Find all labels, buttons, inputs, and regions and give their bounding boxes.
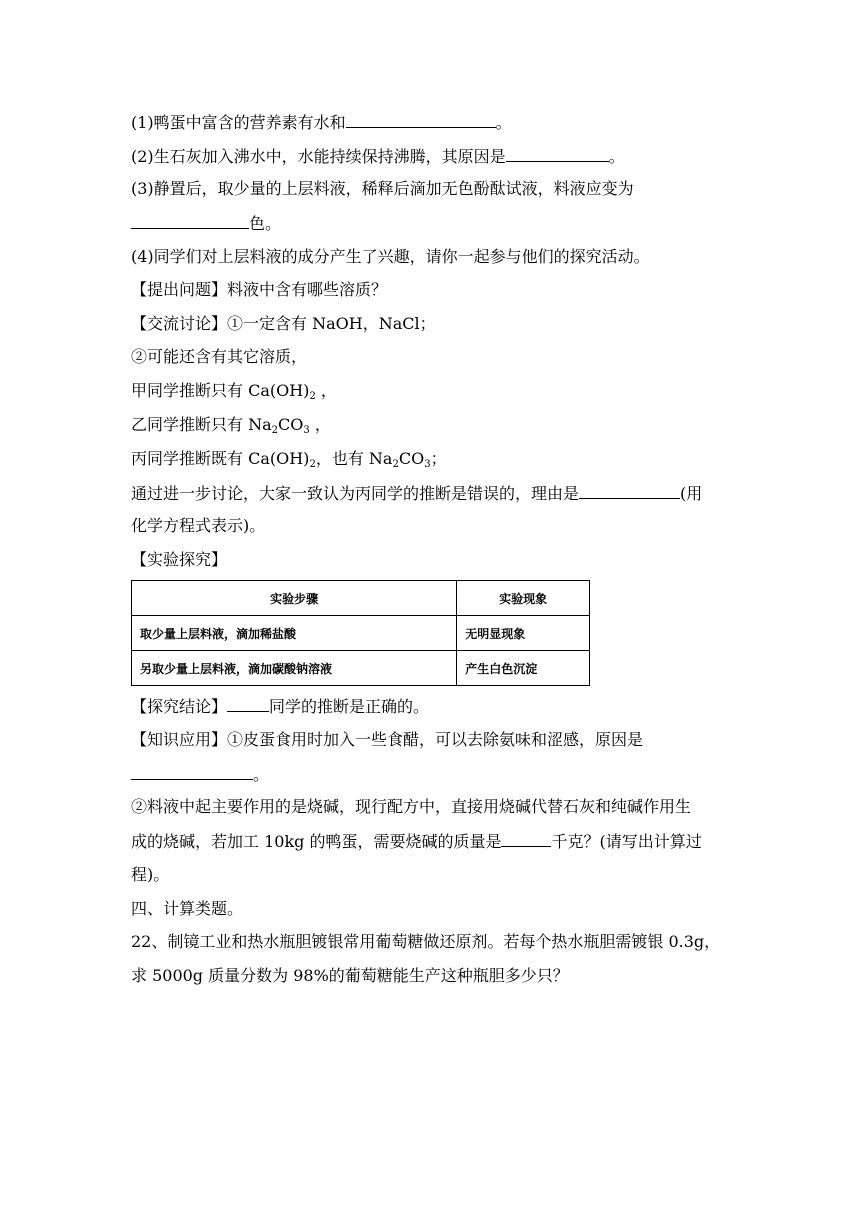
- table-header-row: [132, 581, 590, 616]
- answer-blank-1[interactable]: [346, 112, 496, 128]
- application-2-line-b: [131, 831, 702, 852]
- answer-blank-student[interactable]: [227, 696, 269, 712]
- answer-blank-vinegar[interactable]: [131, 764, 253, 780]
- answer-blank-3[interactable]: [131, 213, 249, 229]
- student-bing-claim: [131, 449, 447, 469]
- experiment-table: [131, 580, 590, 686]
- question-1-end: 。: [495, 113, 512, 132]
- application-2-text: 成的烧碱，若加工 10kg 的鸭蛋，需要烧碱的质量是: [131, 832, 502, 851]
- application-2-line-a: ②料液中起主要作用的是烧碱，现行配方中，直接用烧碱代替石灰和纯碱作用生: [131, 797, 692, 816]
- question-2-text: (2)生石灰加入沸水中，水能持续保持沸腾，其原因是: [131, 147, 506, 166]
- question-2-end: 。: [608, 147, 625, 166]
- bing-mid: ，也有 Na: [315, 449, 393, 468]
- table-row: [132, 651, 590, 686]
- table-header-observations: 实验现象: [457, 581, 590, 616]
- application-1-line-a: 【知识应用】①皮蛋食用时加入一些食醋，可以去除氨味和涩感，原因是: [131, 730, 644, 749]
- question-1: [131, 112, 512, 133]
- question-22-line-b: 求 5000g 质量分数为 98%的葡萄糖能生产这种瓶胆多少只？: [131, 966, 569, 985]
- question-4: (4)同学们对上层料液的成分产生了兴趣，请你一起参与他们的探究活动。: [131, 247, 650, 266]
- answer-blank-2[interactable]: [506, 146, 609, 162]
- table-row: [132, 616, 590, 651]
- bing-formula: CO: [398, 449, 425, 468]
- application-1-line-b: [131, 764, 269, 785]
- reason-text: 通过进一步讨论，大家一致认为丙同学的推断是错误的，理由是: [131, 484, 580, 503]
- reason-line-b: 化学方程式表示)。: [131, 516, 266, 535]
- bing-end: ；: [430, 449, 447, 468]
- yi-subscript-1: 2: [271, 425, 279, 436]
- question-3-end: 色。: [249, 214, 282, 233]
- question-3-line-b: [131, 213, 281, 234]
- question-3-line-a: (3)静置后，取少量的上层料液，稀释后滴加无色酚酞试液，料液应变为: [131, 179, 634, 198]
- table-header-steps: 实验步骤: [132, 581, 457, 616]
- table-cell-step: 另取少量上层料液，滴加碳酸钠溶液: [132, 651, 457, 686]
- discussion-2: ②可能还含有其它溶质，: [131, 347, 308, 366]
- question-22-line-a: 22、制镜工业和热水瓶胆镀银常用葡萄糖做还原剂。若每个热水瓶胆需镀银 0.3g，: [131, 932, 721, 951]
- student-yi-claim: [131, 415, 331, 435]
- answer-blank-mass[interactable]: [501, 831, 551, 847]
- bing-text: 丙同学推断既有 Ca(OH): [131, 449, 310, 468]
- application-1-end: 。: [253, 765, 270, 784]
- bing-subscript-2: 2: [392, 459, 399, 470]
- question-1-text: (1)鸭蛋中富含的营养素有水和: [131, 113, 346, 132]
- yi-formula: CO: [278, 415, 304, 434]
- bing-subscript-3: 3: [424, 459, 431, 470]
- experiment-heading: 【实验探究】: [131, 550, 228, 569]
- raise-question: 【提出问题】料液中含有哪些溶质？: [131, 280, 388, 299]
- reason-end: (用: [680, 484, 703, 503]
- jia-subscript: 2: [309, 391, 316, 402]
- yi-subscript-2: 3: [303, 425, 310, 436]
- discussion-1: 【交流讨论】①一定含有 NaOH，NaCl；: [131, 314, 436, 333]
- jia-text: 甲同学推断只有 Ca(OH): [131, 381, 310, 400]
- reason-line-a: [131, 483, 702, 504]
- jia-end: ，: [315, 381, 337, 400]
- conclusion-text: 同学的推断是正确的。: [269, 697, 430, 716]
- conclusion-label: 【探究结论】: [131, 697, 228, 716]
- yi-end: ，: [309, 415, 331, 434]
- section-4-heading: 四、计算类题。: [131, 899, 244, 918]
- table-cell-observation: 无明显现象: [457, 616, 590, 651]
- yi-text: 乙同学推断只有 Na: [131, 415, 272, 434]
- application-2-end: 千克？(请写出计算过: [551, 832, 702, 851]
- table-cell-step: 取少量上层料液，滴加稀盐酸: [132, 616, 457, 651]
- bing-subscript-1: 2: [309, 459, 316, 470]
- application-2-line-c: 程)。: [131, 865, 170, 884]
- answer-blank-equation[interactable]: [579, 483, 680, 499]
- conclusion: [131, 696, 429, 717]
- question-2: [131, 146, 625, 167]
- student-jia-claim: [131, 381, 337, 401]
- table-cell-observation: 产生白色沉淀: [457, 651, 590, 686]
